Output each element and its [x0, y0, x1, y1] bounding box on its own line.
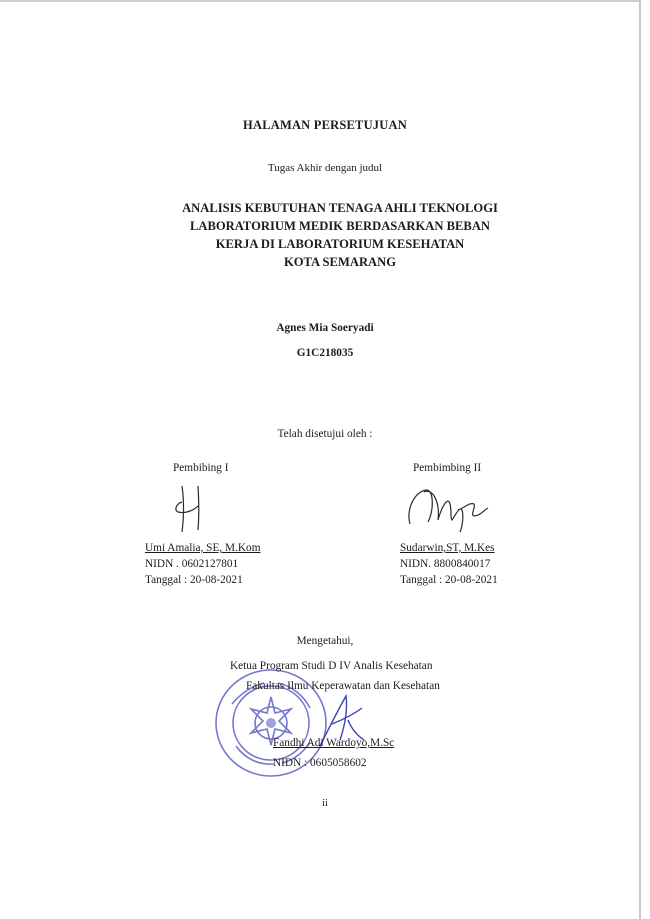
- title-line: LABORATORIUM MEDIK BERDASARKAN BEBAN: [189, 219, 491, 233]
- advisor-1-role: Pembibing I: [173, 462, 229, 474]
- advisor-1-date: Tanggal : 20-08-2021: [145, 574, 243, 586]
- page-heading: HALAMAN PERSETUJUAN: [243, 118, 407, 132]
- advisor-1-signature: [168, 480, 228, 535]
- head-name: Fandhi Adi Wardoyo,M.Sc: [273, 737, 395, 749]
- approved-by-label: Telah disetujui oleh :: [277, 428, 373, 440]
- title-line: KERJA DI LABORATORIUM KESEHATAN: [215, 237, 465, 251]
- advisor-1-block: [145, 540, 260, 588]
- advisor-2-name: Sudarwin,ST, M.Kes: [400, 542, 495, 554]
- author-name: Agnes Mia Soeryadi: [276, 322, 374, 334]
- advisor-2-block: [400, 540, 498, 588]
- title-line: KOTA SEMARANG: [283, 255, 397, 269]
- page-edge-top: [0, 0, 640, 2]
- head-nidn: NIDN : 0605058602: [273, 757, 367, 769]
- student-id: G1C218035: [296, 347, 354, 359]
- advisor-1-nidn: NIDN . 0602127801: [145, 558, 239, 570]
- subtitle: Tugas Akhir dengan judul: [267, 162, 383, 174]
- acknowledgement-line-2: Fakultas Ilmu Keperawatan dan Kesehatan: [246, 680, 440, 692]
- page-number: ii: [322, 798, 328, 809]
- acknowledgement-line-1: Ketua Program Studi D IV Analis Kesehatan: [230, 660, 433, 672]
- advisor-2-date: Tanggal : 20-08-2021: [400, 574, 498, 586]
- thesis-title: [150, 199, 530, 271]
- advisor-1-name: Umi Amalia, SE, M.Kom: [145, 542, 261, 554]
- page-edge-right: [639, 0, 641, 919]
- acknowledged-label: Mengetahui,: [296, 635, 354, 647]
- advisor-2-nidn: NIDN. 8800840017: [400, 558, 491, 570]
- advisor-2-signature: [404, 480, 494, 535]
- advisor-2-role: Pembimbing II: [413, 462, 482, 474]
- title-line: ANALISIS KEBUTUHAN TENAGA AHLI TEKNOLOGI: [182, 201, 498, 215]
